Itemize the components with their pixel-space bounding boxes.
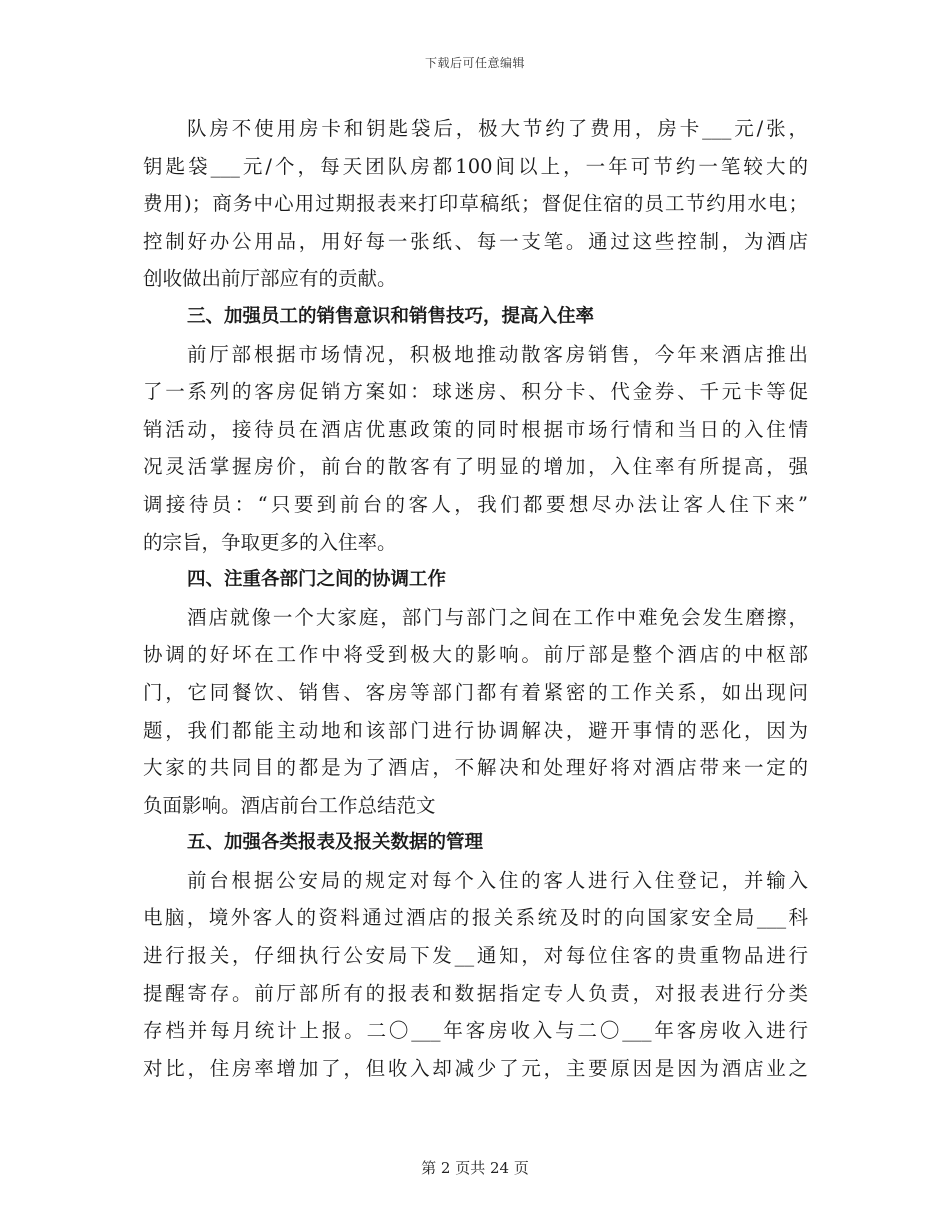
text-line: 门，它同餐饮、销售、客房等部门都有着紧密的工作关系，如出现问: [143, 680, 808, 704]
text-line: 大家的共同目的都是为了酒店，不解决和处理好将对酒店带来一定的: [143, 756, 808, 780]
section-heading: 三、加强员工的销售意识和销售技巧，提高入住率: [187, 305, 595, 327]
text-line: 协调的好坏在工作中将受到极大的影响。前厅部是整个酒店的中枢部: [143, 643, 808, 667]
text-line: 控制好办公用品，用好每一张纸、每一支笔。通过这些控制，为酒店: [143, 229, 808, 253]
text-line: 酒店就像一个大家庭，部门与部门之间在工作中难免会发生磨擦，: [187, 605, 808, 629]
text-line: 队房不使用房卡和钥匙袋后，极大节约了费用，房卡___元/张，: [187, 117, 808, 140]
text-line: 费用)；商务中心用过期报表来打印草稿纸；督促住宿的员工节约用水电；: [143, 192, 808, 216]
text-line: 提醒寄存。前厅部所有的报表和数据指定专人负责，对报表进行分类: [143, 981, 808, 1005]
text-line: 前台根据公安局的规定对每个入住的客人进行入住登记，并输入: [187, 868, 808, 892]
text-line: 调接待员：“只要到前台的客人，我们都要想尽办法让客人住下来”: [143, 492, 808, 516]
text-line: 了一系列的客房促销方案如：球迷房、积分卡、代金券、千元卡等促: [143, 380, 808, 404]
section-heading: 四、注重各部门之间的协调工作: [187, 569, 447, 591]
text-line: 况灵活掌握房价，前台的散客有了明显的增加，入住率有所提高，强: [143, 455, 808, 479]
text-line: 电脑，境外客人的资料通过酒店的报关系统及时的向国家安全局___科: [143, 906, 808, 930]
page-header: 下载后可任意编辑: [424, 56, 525, 70]
text-line: 的宗旨，争取更多的入住率。: [143, 530, 397, 554]
page-number: 第 2 页共 24 页: [421, 1159, 529, 1177]
text-line: 销活动，接待员在酒店优惠政策的同时根据市场行情和当日的入住情: [143, 417, 808, 441]
section-heading: 五、加强各类报表及报关数据的管理: [187, 832, 484, 854]
text-line: 对比，住房率增加了，但收入却减少了元，主要原因是因为酒店业之: [143, 1056, 808, 1080]
text-line: 钥匙袋___元/个，每天团队房都100间以上，一年可节约一笔较大的: [143, 154, 808, 178]
text-line: 进行报关，仔细执行公安局下发__通知，对每位住客的贵重物品进行: [143, 944, 808, 968]
text-line: 负面影响。酒店前台工作总结范文: [143, 793, 436, 817]
text-line: 前厅部根据市场情况，积极地推动散客房销售，今年来酒店推出: [187, 342, 808, 366]
document-body: [143, 110, 808, 1087]
text-line: 创收做出前厅部应有的贡献。: [143, 267, 397, 291]
text-line: 题，我们都能主动地和该部门进行协调解决，避开事情的恶化，因为: [143, 718, 808, 742]
text-line: 存档并每月统计上报。二〇___年客房收入与二〇___年客房收入进行: [143, 1019, 808, 1043]
